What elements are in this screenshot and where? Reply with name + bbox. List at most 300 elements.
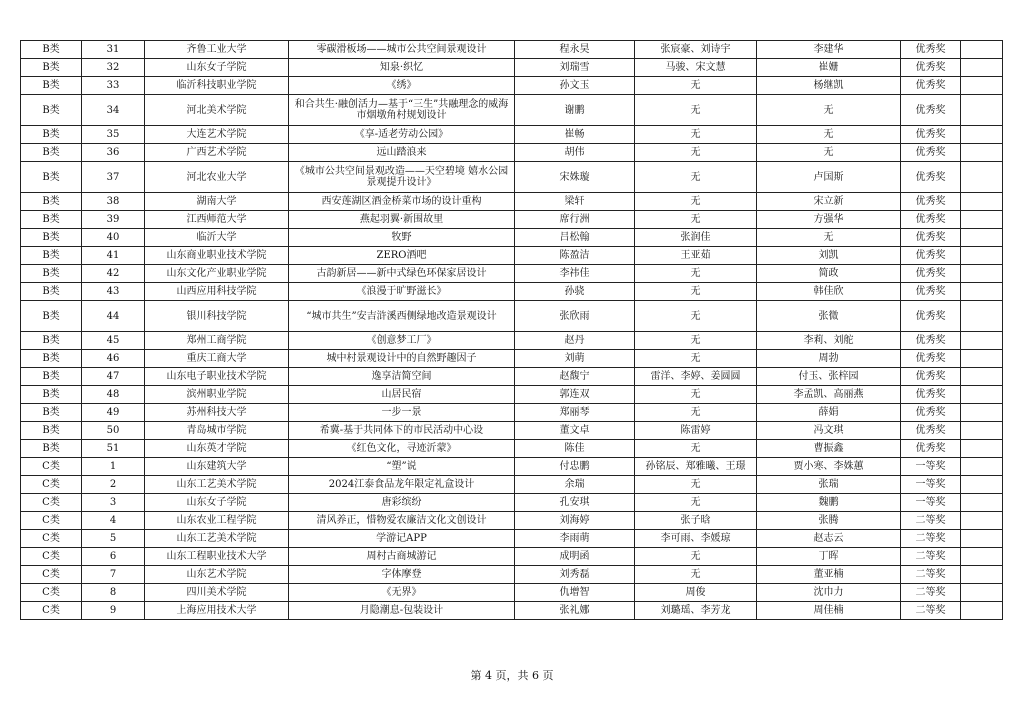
number-cell: 37	[82, 162, 145, 193]
work-title-cell: 和合共生·融创活力—基于“三生”共融理念的威海市烟墩角村规划设计	[289, 95, 515, 126]
advisor-cell: 赵志云	[757, 530, 901, 548]
category-cell: B类	[21, 162, 82, 193]
number-cell: 42	[82, 265, 145, 283]
award-cell: 一等奖	[901, 476, 961, 494]
author-cell: 刘萌	[515, 350, 635, 368]
author-cell: 刘瑞雪	[515, 59, 635, 77]
work-title-cell: 零碳滑板场——城市公共空间景观设计	[289, 41, 515, 59]
advisor-cell: 无	[757, 229, 901, 247]
team-members-cell: 陈雷婷	[635, 422, 757, 440]
results-table-page	[20, 40, 1003, 620]
award-cell: 二等奖	[901, 566, 961, 584]
advisor-cell: 张腾	[757, 512, 901, 530]
empty-cell	[961, 162, 1003, 193]
team-members-cell: 无	[635, 283, 757, 301]
table-row	[21, 602, 1003, 620]
empty-cell	[961, 422, 1003, 440]
award-cell: 优秀奖	[901, 229, 961, 247]
number-cell: 36	[82, 144, 145, 162]
author-cell: 郑丽琴	[515, 404, 635, 422]
advisor-cell: 卢国斯	[757, 162, 901, 193]
school-cell: 河北美术学院	[145, 95, 289, 126]
category-cell: B类	[21, 265, 82, 283]
author-cell: 胡伟	[515, 144, 635, 162]
author-cell: 刘秀磊	[515, 566, 635, 584]
school-cell: 重庆工商大学	[145, 350, 289, 368]
empty-cell	[961, 229, 1003, 247]
empty-cell	[961, 265, 1003, 283]
team-members-cell: 无	[635, 404, 757, 422]
table-row	[21, 422, 1003, 440]
work-title-cell: 《红色文化，寻迹沂蒙》	[289, 440, 515, 458]
award-cell: 优秀奖	[901, 162, 961, 193]
school-cell: 山西应用科技学院	[145, 283, 289, 301]
work-title-cell: “城市共生”安吉浒溪西侧绿地改造景观设计	[289, 301, 515, 332]
work-title-cell: 远山踏浪来	[289, 144, 515, 162]
table-row	[21, 368, 1003, 386]
number-cell: 49	[82, 404, 145, 422]
category-cell: C类	[21, 530, 82, 548]
advisor-cell: 李莉、刘舵	[757, 332, 901, 350]
table-row	[21, 458, 1003, 476]
work-title-cell: 希冀-基于共同体下的市民活动中心设	[289, 422, 515, 440]
award-cell: 一等奖	[901, 494, 961, 512]
award-cell: 优秀奖	[901, 144, 961, 162]
advisor-cell: 曹振鑫	[757, 440, 901, 458]
work-title-cell: 西安莲湖区酒金桥菜市场的设计重构	[289, 193, 515, 211]
empty-cell	[961, 494, 1003, 512]
number-cell: 5	[82, 530, 145, 548]
table-row	[21, 301, 1003, 332]
school-cell: 山东文化产业职业学院	[145, 265, 289, 283]
empty-cell	[961, 193, 1003, 211]
work-title-cell: 《浪漫于旷野滋长》	[289, 283, 515, 301]
author-cell: 孙文玉	[515, 77, 635, 95]
team-members-cell: 无	[635, 211, 757, 229]
team-members-cell: 无	[635, 494, 757, 512]
award-cell: 优秀奖	[901, 301, 961, 332]
category-cell: C类	[21, 512, 82, 530]
table-row	[21, 530, 1003, 548]
empty-cell	[961, 211, 1003, 229]
award-cell: 优秀奖	[901, 211, 961, 229]
advisor-cell: 薛娟	[757, 404, 901, 422]
advisor-cell: 宋立新	[757, 193, 901, 211]
author-cell: 张欣雨	[515, 301, 635, 332]
author-cell: 孔安琪	[515, 494, 635, 512]
team-members-cell: 孙铭辰、郑雅曦、王璟	[635, 458, 757, 476]
work-title-cell: 学游记APP	[289, 530, 515, 548]
team-members-cell: 无	[635, 162, 757, 193]
school-cell: 山东英才学院	[145, 440, 289, 458]
school-cell: 临沂大学	[145, 229, 289, 247]
team-members-cell: 马骏、宋文慧	[635, 59, 757, 77]
empty-cell	[961, 247, 1003, 265]
number-cell: 38	[82, 193, 145, 211]
author-cell: 李雨萌	[515, 530, 635, 548]
team-members-cell: 雷洋、李婷、姜圆圆	[635, 368, 757, 386]
empty-cell	[961, 59, 1003, 77]
advisor-cell: 杨继凯	[757, 77, 901, 95]
work-title-cell: 《绣》	[289, 77, 515, 95]
table-row	[21, 41, 1003, 59]
school-cell: 临沂科技职业学院	[145, 77, 289, 95]
category-cell: B类	[21, 440, 82, 458]
work-title-cell: 山居民宿	[289, 386, 515, 404]
team-members-cell: 无	[635, 144, 757, 162]
school-cell: 山东女子学院	[145, 494, 289, 512]
author-cell: 张礼娜	[515, 602, 635, 620]
advisor-cell: 董亚楠	[757, 566, 901, 584]
number-cell: 51	[82, 440, 145, 458]
school-cell: 滨州职业学院	[145, 386, 289, 404]
category-cell: B类	[21, 126, 82, 144]
empty-cell	[961, 41, 1003, 59]
work-title-cell: 城中村景观设计中的自然野趣因子	[289, 350, 515, 368]
school-cell: 广西艺术学院	[145, 144, 289, 162]
author-cell: 宋姝璇	[515, 162, 635, 193]
author-cell: 赵馥宁	[515, 368, 635, 386]
award-cell: 二等奖	[901, 530, 961, 548]
award-cell: 优秀奖	[901, 404, 961, 422]
table-row	[21, 211, 1003, 229]
empty-cell	[961, 548, 1003, 566]
work-title-cell: 一步一景	[289, 404, 515, 422]
empty-cell	[961, 602, 1003, 620]
category-cell: C类	[21, 476, 82, 494]
work-title-cell: 清风养正，惜物爱农廉洁文化文创设计	[289, 512, 515, 530]
empty-cell	[961, 95, 1003, 126]
number-cell: 33	[82, 77, 145, 95]
school-cell: 湖南大学	[145, 193, 289, 211]
author-cell: 孙骁	[515, 283, 635, 301]
author-cell: 仇增智	[515, 584, 635, 602]
category-cell: C类	[21, 566, 82, 584]
table-row	[21, 350, 1003, 368]
award-cell: 优秀奖	[901, 440, 961, 458]
advisor-cell: 贾小寒、李姝蕙	[757, 458, 901, 476]
team-members-cell: 无	[635, 193, 757, 211]
category-cell: B类	[21, 422, 82, 440]
empty-cell	[961, 512, 1003, 530]
number-cell: 4	[82, 512, 145, 530]
number-cell: 1	[82, 458, 145, 476]
author-cell: 谢鹏	[515, 95, 635, 126]
advisor-cell: 简政	[757, 265, 901, 283]
school-cell: 山东女子学院	[145, 59, 289, 77]
category-cell: B类	[21, 247, 82, 265]
school-cell: 青岛城市学院	[145, 422, 289, 440]
number-cell: 2	[82, 476, 145, 494]
award-cell: 一等奖	[901, 458, 961, 476]
team-members-cell: 张润佳	[635, 229, 757, 247]
award-cell: 优秀奖	[901, 386, 961, 404]
author-cell: 崔畅	[515, 126, 635, 144]
author-cell: 陈盈洁	[515, 247, 635, 265]
category-cell: B类	[21, 301, 82, 332]
table-row	[21, 440, 1003, 458]
team-members-cell: 无	[635, 566, 757, 584]
team-members-cell: 王亚茹	[635, 247, 757, 265]
category-cell: B类	[21, 350, 82, 368]
table-row	[21, 162, 1003, 193]
award-cell: 优秀奖	[901, 77, 961, 95]
empty-cell	[961, 530, 1003, 548]
work-title-cell: 周村古商城游记	[289, 548, 515, 566]
category-cell: B类	[21, 41, 82, 59]
advisor-cell: 丁晖	[757, 548, 901, 566]
team-members-cell: 张子晗	[635, 512, 757, 530]
school-cell: 河北农业大学	[145, 162, 289, 193]
advisor-cell: 崔姗	[757, 59, 901, 77]
award-cell: 二等奖	[901, 512, 961, 530]
number-cell: 43	[82, 283, 145, 301]
table-row	[21, 566, 1003, 584]
team-members-cell: 张宸豪、刘诗宇	[635, 41, 757, 59]
category-cell: B类	[21, 332, 82, 350]
number-cell: 8	[82, 584, 145, 602]
team-members-cell: 无	[635, 386, 757, 404]
advisor-cell: 无	[757, 144, 901, 162]
school-cell: 山东工艺美术学院	[145, 476, 289, 494]
advisor-cell: 方强华	[757, 211, 901, 229]
category-cell: B类	[21, 404, 82, 422]
advisor-cell: 周佳楠	[757, 602, 901, 620]
team-members-cell: 无	[635, 265, 757, 283]
team-members-cell: 无	[635, 126, 757, 144]
category-cell: B类	[21, 211, 82, 229]
work-title-cell: 牧野	[289, 229, 515, 247]
team-members-cell: 刘璐瑶、李芳龙	[635, 602, 757, 620]
empty-cell	[961, 350, 1003, 368]
advisor-cell: 无	[757, 95, 901, 126]
table-row	[21, 332, 1003, 350]
team-members-cell: 无	[635, 350, 757, 368]
number-cell: 41	[82, 247, 145, 265]
author-cell: 程永昊	[515, 41, 635, 59]
work-title-cell: ZERO酒吧	[289, 247, 515, 265]
table-row	[21, 95, 1003, 126]
team-members-cell: 无	[635, 77, 757, 95]
school-cell: 山东农业工程学院	[145, 512, 289, 530]
school-cell: 山东工程职业技术大学	[145, 548, 289, 566]
advisor-cell: 魏鹏	[757, 494, 901, 512]
number-cell: 32	[82, 59, 145, 77]
category-cell: B类	[21, 368, 82, 386]
category-cell: C类	[21, 548, 82, 566]
award-cell: 优秀奖	[901, 368, 961, 386]
work-title-cell: 《城市公共空间景观改造——天空碧境 嬉水公园景观提升设计》	[289, 162, 515, 193]
advisor-cell: 付玉、张梓园	[757, 368, 901, 386]
table-row	[21, 193, 1003, 211]
table-row	[21, 386, 1003, 404]
team-members-cell: 周俊	[635, 584, 757, 602]
author-cell: 吕松翰	[515, 229, 635, 247]
award-cell: 优秀奖	[901, 422, 961, 440]
school-cell: 齐鲁工业大学	[145, 41, 289, 59]
team-members-cell: 无	[635, 301, 757, 332]
school-cell: 苏州科技大学	[145, 404, 289, 422]
number-cell: 46	[82, 350, 145, 368]
award-cell: 优秀奖	[901, 265, 961, 283]
number-cell: 31	[82, 41, 145, 59]
category-cell: C类	[21, 458, 82, 476]
author-cell: 董文卓	[515, 422, 635, 440]
award-cell: 优秀奖	[901, 283, 961, 301]
category-cell: C类	[21, 494, 82, 512]
category-cell: C类	[21, 584, 82, 602]
number-cell: 39	[82, 211, 145, 229]
school-cell: 山东工艺美术学院	[145, 530, 289, 548]
award-cell: 优秀奖	[901, 350, 961, 368]
team-members-cell: 无	[635, 95, 757, 126]
empty-cell	[961, 584, 1003, 602]
school-cell: 银川科技学院	[145, 301, 289, 332]
category-cell: B类	[21, 59, 82, 77]
empty-cell	[961, 368, 1003, 386]
table-row	[21, 548, 1003, 566]
table-row	[21, 126, 1003, 144]
table-row	[21, 283, 1003, 301]
school-cell: 山东建筑大学	[145, 458, 289, 476]
school-cell: 大连艺术学院	[145, 126, 289, 144]
number-cell: 47	[82, 368, 145, 386]
work-title-cell: 《享-适老劳动公园》	[289, 126, 515, 144]
author-cell: 付忠鹏	[515, 458, 635, 476]
number-cell: 6	[82, 548, 145, 566]
advisor-cell: 李孟凯、高丽燕	[757, 386, 901, 404]
author-cell: 李祎佳	[515, 265, 635, 283]
page-footer: 第 4 页，共 6 页	[470, 669, 554, 682]
advisor-cell: 张瑞	[757, 476, 901, 494]
work-title-cell: 古韵新居——新中式绿色环保家居设计	[289, 265, 515, 283]
advisor-cell: 张微	[757, 301, 901, 332]
work-title-cell: 月隐潮息-包装设计	[289, 602, 515, 620]
advisor-cell: 沈巾力	[757, 584, 901, 602]
empty-cell	[961, 476, 1003, 494]
number-cell: 35	[82, 126, 145, 144]
work-title-cell: 《无界》	[289, 584, 515, 602]
author-cell: 席行洲	[515, 211, 635, 229]
award-cell: 优秀奖	[901, 95, 961, 126]
advisor-cell: 韩佳欣	[757, 283, 901, 301]
author-cell: 陈佳	[515, 440, 635, 458]
empty-cell	[961, 440, 1003, 458]
category-cell: B类	[21, 193, 82, 211]
empty-cell	[961, 126, 1003, 144]
award-cell: 二等奖	[901, 584, 961, 602]
category-cell: B类	[21, 283, 82, 301]
author-cell: 郭连双	[515, 386, 635, 404]
category-cell: B类	[21, 229, 82, 247]
work-title-cell: 唐彩缤纷	[289, 494, 515, 512]
number-cell: 45	[82, 332, 145, 350]
number-cell: 48	[82, 386, 145, 404]
empty-cell	[961, 404, 1003, 422]
author-cell: 成明函	[515, 548, 635, 566]
work-title-cell: “塑”说	[289, 458, 515, 476]
number-cell: 34	[82, 95, 145, 126]
award-cell: 优秀奖	[901, 332, 961, 350]
advisor-cell: 刘凯	[757, 247, 901, 265]
table-row	[21, 144, 1003, 162]
school-cell: 四川美术学院	[145, 584, 289, 602]
team-members-cell: 无	[635, 476, 757, 494]
empty-cell	[961, 77, 1003, 95]
team-members-cell: 无	[635, 440, 757, 458]
work-title-cell: 逸享洁简空间	[289, 368, 515, 386]
work-title-cell: 《创意梦工厂》	[289, 332, 515, 350]
results-table	[20, 40, 1003, 620]
table-row	[21, 476, 1003, 494]
award-cell: 二等奖	[901, 602, 961, 620]
team-members-cell: 李可雨、李媛琼	[635, 530, 757, 548]
table-row	[21, 265, 1003, 283]
table-row	[21, 584, 1003, 602]
award-cell: 优秀奖	[901, 126, 961, 144]
table-row	[21, 77, 1003, 95]
table-row	[21, 494, 1003, 512]
author-cell: 刘海婷	[515, 512, 635, 530]
empty-cell	[961, 144, 1003, 162]
table-row	[21, 512, 1003, 530]
number-cell: 7	[82, 566, 145, 584]
school-cell: 山东电子职业技术学院	[145, 368, 289, 386]
school-cell: 江西师范大学	[145, 211, 289, 229]
school-cell: 郑州工商学院	[145, 332, 289, 350]
award-cell: 优秀奖	[901, 193, 961, 211]
work-title-cell: 知泉·织忆	[289, 59, 515, 77]
table-row	[21, 247, 1003, 265]
school-cell: 上海应用技术大学	[145, 602, 289, 620]
advisor-cell: 李建华	[757, 41, 901, 59]
empty-cell	[961, 332, 1003, 350]
empty-cell	[961, 566, 1003, 584]
award-cell: 优秀奖	[901, 247, 961, 265]
category-cell: B类	[21, 95, 82, 126]
work-title-cell: 2024江泰食品龙年限定礼盒设计	[289, 476, 515, 494]
author-cell: 余瑞	[515, 476, 635, 494]
table-row	[21, 404, 1003, 422]
category-cell: B类	[21, 386, 82, 404]
award-cell: 二等奖	[901, 548, 961, 566]
team-members-cell: 无	[635, 332, 757, 350]
advisor-cell: 无	[757, 126, 901, 144]
number-cell: 9	[82, 602, 145, 620]
work-title-cell: 字体摩登	[289, 566, 515, 584]
advisor-cell: 冯文琪	[757, 422, 901, 440]
empty-cell	[961, 386, 1003, 404]
author-cell: 赵丹	[515, 332, 635, 350]
table-row	[21, 229, 1003, 247]
advisor-cell: 周勃	[757, 350, 901, 368]
number-cell: 44	[82, 301, 145, 332]
author-cell: 梁轩	[515, 193, 635, 211]
work-title-cell: 燕起羽翼·新围故里	[289, 211, 515, 229]
team-members-cell: 无	[635, 548, 757, 566]
category-cell: B类	[21, 144, 82, 162]
school-cell: 山东艺术学院	[145, 566, 289, 584]
category-cell: C类	[21, 602, 82, 620]
category-cell: B类	[21, 77, 82, 95]
empty-cell	[961, 301, 1003, 332]
table-row	[21, 59, 1003, 77]
award-cell: 优秀奖	[901, 59, 961, 77]
number-cell: 50	[82, 422, 145, 440]
award-cell: 优秀奖	[901, 41, 961, 59]
number-cell: 40	[82, 229, 145, 247]
empty-cell	[961, 458, 1003, 476]
